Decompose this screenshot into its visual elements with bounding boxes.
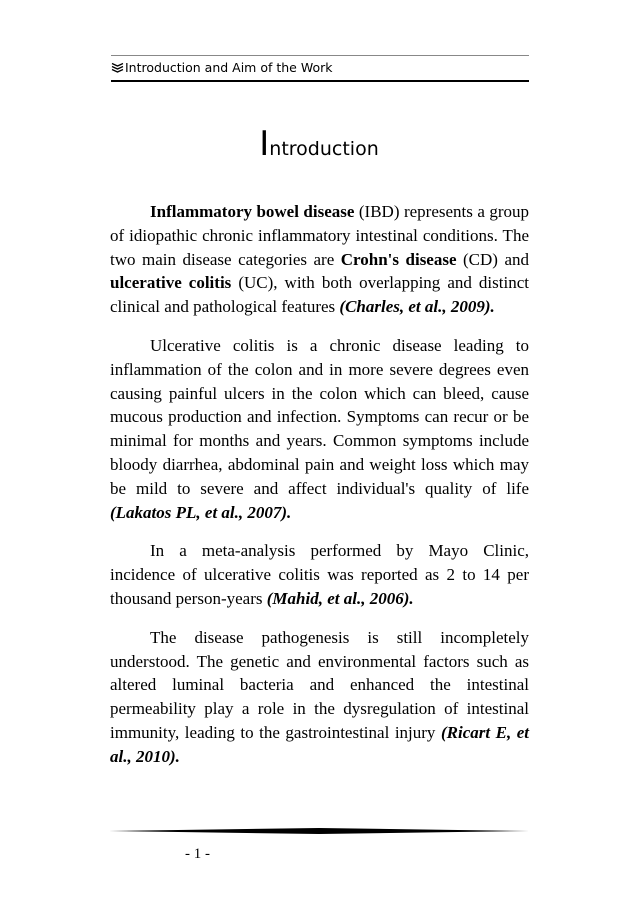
term-crohns: Crohn's disease: [340, 249, 457, 269]
term-ibd: Inflammatory bowel disease: [150, 202, 355, 221]
citation: (Charles, et al., 2009).: [339, 297, 495, 317]
text-run: (IBD) represents a group of idiopathic chronic inflammatory intestinal conditions. The two main disease categories are: [110, 202, 530, 269]
text-run: (UC), with both overlapping and distinct clinical and pathological features: [110, 273, 529, 317]
body-text: [110, 200, 529, 784]
book-stack-icon: [111, 61, 124, 74]
page-title-initial: I: [259, 124, 270, 164]
running-header: [111, 58, 529, 78]
citation: (Ricart E, et al., 2010).: [110, 722, 529, 766]
paragraph: [110, 334, 529, 524]
text-run: (CD) and: [456, 249, 529, 269]
paragraph: [110, 200, 529, 319]
header-title: Introduction and Aim of the Work: [125, 60, 333, 75]
page-title-rest: ntroduction: [269, 138, 379, 160]
citation: (Mahid, et al., 2006).: [266, 588, 414, 608]
text-run: Ulcerative colitis is a chronic disease leading to inflammation of the colon and in more severe degrees even causing painful ulcers in the colon which can bleed, cause mucous production and infection. Symptoms can recur or be minimal for months and years. Common symptoms include bloody diarrhea, abdominal pain and weight loss which may be mild to severe and affect individual's quality of life: [110, 335, 529, 498]
footer-rule: [109, 828, 529, 834]
text-run: In a meta-analysis performed by Mayo Clinic, incidence of ulcerative colitis was reported as 2 to 14 per thousand person-years: [110, 541, 529, 608]
header-rule: [111, 80, 529, 82]
page-number: - 1 -: [185, 846, 210, 862]
text-run: The disease pathogenesis is still incompletely understood. The genetic and environmental factors such as altered luminal bacteria and enhanced the intestinal permeability play a role in the dysregulation of intestinal immunity, leading to the gastrointestinal injury: [110, 627, 529, 742]
paragraph: [110, 539, 529, 610]
term-uc: ulcerative colitis: [110, 273, 232, 293]
page-title: [0, 124, 638, 169]
paragraph: [110, 626, 529, 769]
citation: (Lakatos PL, et al., 2007).: [110, 502, 292, 522]
header-top-rule: [111, 55, 529, 56]
